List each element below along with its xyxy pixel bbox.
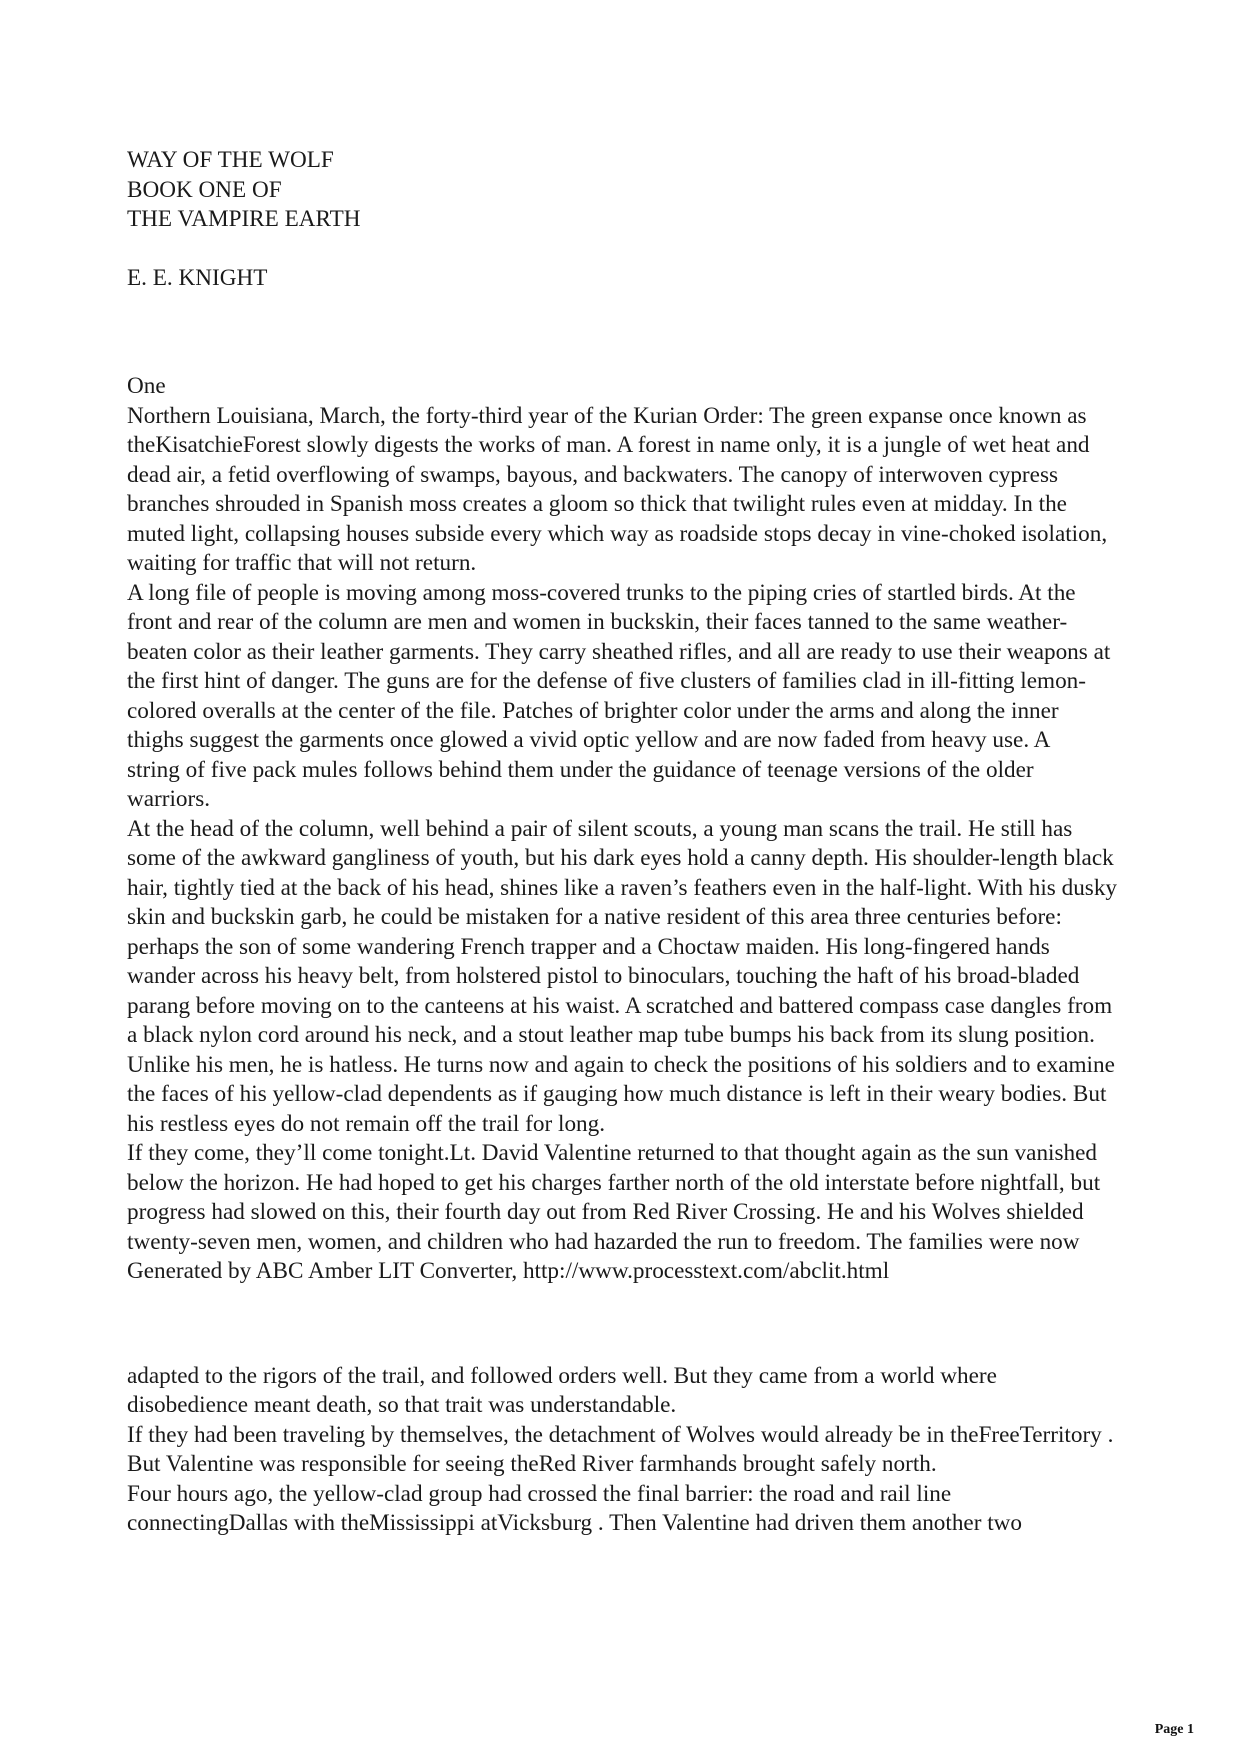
document-page	[127, 146, 1117, 1539]
paragraph: At the head of the column, well behind a pair of silent scouts, a young man scans the trail. He still has some of the awkward gangliness of youth, but his dark eyes hold a canny depth. His shoulder-length black hair, tightly tied at the back of his head, shines like a raven’s feathers even in the half-light. With his dusky skin and buckskin garb, he could be mistaken for a native resident of this area three centuries before: perhaps the son of some wandering French trapper and a Choctaw maiden. His long-fingered hands wander across his heavy belt, from holstered pistol to binoculars, touching the haft of his broad-bladed parang before moving on to the canteens at his waist. A scratched and battered compass case dangles from a black nylon cord around his neck, and a stout leather map tube bumps his back from its slung position. Unlike his men, he is hatless. He turns now and again to check the positions of his soldiers and to examine the faces of his yellow-clad dependents as if gauging how much distance is left in their weary bodies. But his restless eyes do not remain off the trail for long.	[127, 815, 1118, 1137]
title-line: THE VAMPIRE EARTH	[127, 206, 361, 232]
author-name: E. E. KNIGHT	[127, 264, 268, 291]
paragraph: Four hours ago, the yellow-clad group had crossed the final barrier: the road and rail line connectingDallas with theMississippi atVicksburg . Then Valentine had driven them another two	[127, 1480, 1023, 1536]
paragraph: If they had been traveling by themselves, the detachment of Wolves would already be in theFreeTerritory . But Valentine was responsible for seeing theRed River farmhands brought safely north.	[127, 1421, 1114, 1477]
page-number: Page 1	[1154, 1722, 1194, 1737]
book-title-block	[127, 146, 1117, 235]
chapter-heading: One	[127, 373, 166, 399]
paragraph: string of five pack mules follows behind them under the guidance of teenage versions of the older warriors.	[127, 756, 1034, 812]
paragraph: Northern Louisiana, March, the forty-third year of the Kurian Order: The green expanse once known as theKisatchieForest slowly digests the works of man. A forest in name only, it is a jungle of wet heat and dead air, a fetid overflowing of swamps, bayous, and backwaters. The canopy of interwoven cypress branches shrouded in Spanish moss creates a gloom so thick that twilight rules even at midday. In the muted light, collapsing houses subside every which way as roadside stops decay in vine-choked isolation, waiting for traffic that will not return.	[127, 402, 1108, 576]
paragraph: adapted to the rigors of the trail, and followed orders well. But they came from a world where disobedience meant death, so that trait was understandable.	[127, 1362, 997, 1418]
paragraph: A long file of people is moving among moss-covered trunks to the piping cries of startled birds. At the front and rear of the column are men and women in buckskin, their faces tanned to the same weather-beaten color as their leather garments. They carry sheathed rifles, and all are ready to use their weapons at the first hint of danger. The guns are for the defense of five clusters of families clad in ill-fitting lemon-colored overalls at the center of the file. Patches of brighter color under the arms and along the inner thighs suggest the garments once glowed a vivid optic yellow and are now faded from heavy use. A	[127, 579, 1111, 753]
title-line: BOOK ONE OF	[127, 176, 282, 203]
page-break-gap	[127, 1287, 1117, 1362]
title-line: WAY OF THE WOLF	[127, 147, 334, 173]
generator-notice: Generated by ABC Amber LIT Converter, http://www.processtext.com/abclit.html	[127, 1258, 890, 1284]
paragraph: If they come, they’ll come tonight.Lt. David Valentine returned to that thought again as the sun vanished below the horizon. He had hoped to get his charges farther north of the old interstate before nightfall, but progress had slowed on this, their fourth day out from Red River Crossing. He and his Wolves shielded twenty-seven men, women, and children who had hazarded the run to freedom. The families were now	[127, 1140, 1101, 1255]
